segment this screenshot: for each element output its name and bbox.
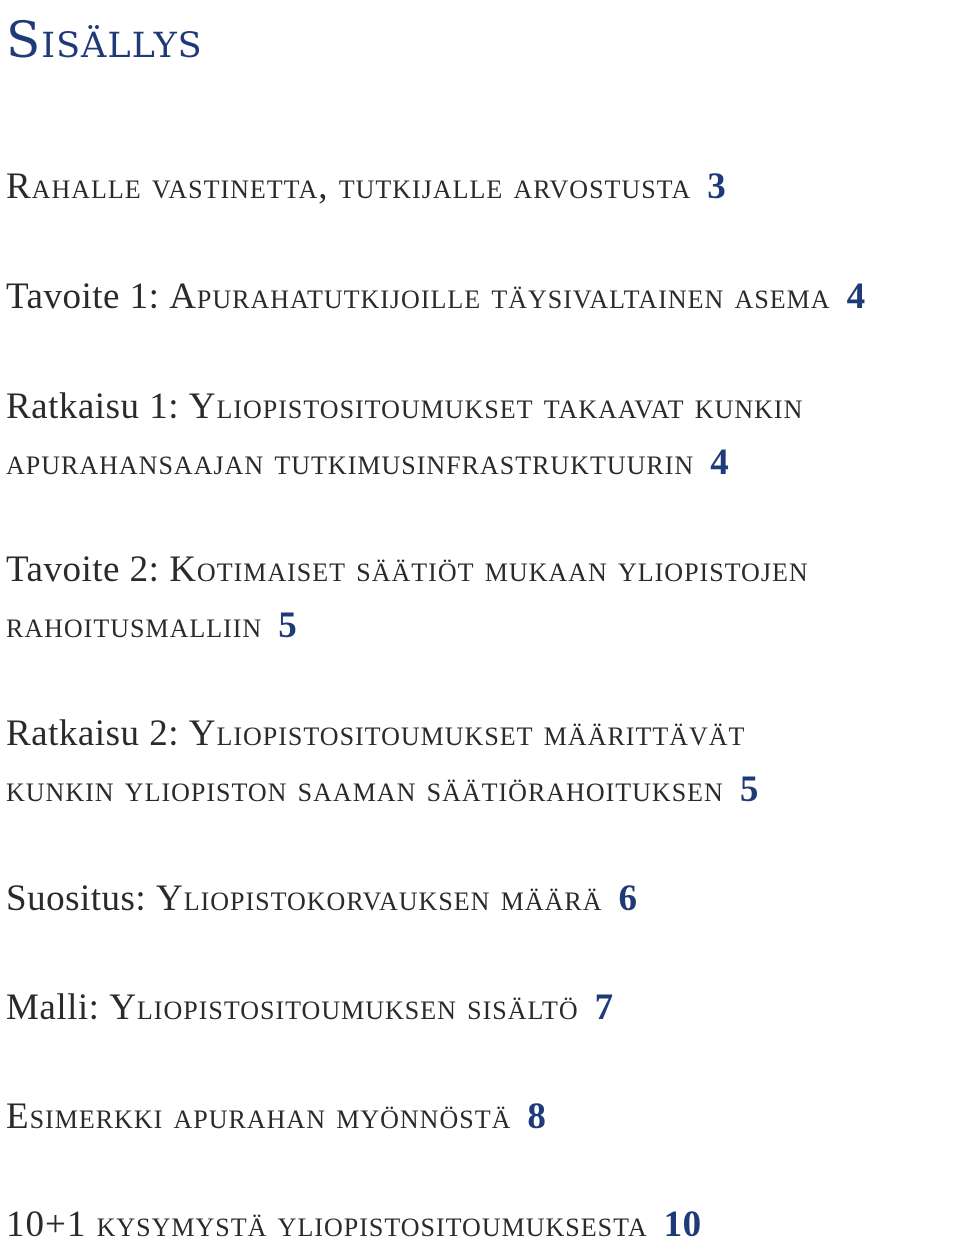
toc-entry-heading-line2: rahoitusmalliin xyxy=(6,605,263,646)
toc-entry-heading: Yliopistositoumukset takaavat kunkin xyxy=(188,386,804,427)
toc-entry-heading: Esimerkki apurahan myönnöstä xyxy=(6,1096,512,1137)
toc-entry[interactable] xyxy=(6,707,745,761)
toc-page-number[interactable]: 5 xyxy=(278,605,298,646)
toc-entry[interactable] xyxy=(6,543,809,597)
toc-entry[interactable] xyxy=(6,981,614,1035)
toc-entry[interactable] xyxy=(6,270,866,324)
toc-entry-heading: 10+1 kysymystä yliopistositoumuksesta xyxy=(6,1204,648,1245)
toc-entry[interactable] xyxy=(6,1090,546,1144)
toc-entry-heading: Kotimaiset säätiöt mukaan yliopistojen xyxy=(169,549,809,590)
toc-entry-prefix: Malli: xyxy=(6,987,110,1028)
toc-page-number[interactable]: 3 xyxy=(707,166,727,207)
toc-page-number[interactable]: 6 xyxy=(618,878,638,919)
toc-page-number[interactable]: 10 xyxy=(663,1204,702,1245)
toc-page-number[interactable]: 4 xyxy=(710,442,730,483)
toc-entry-heading: Yliopistositoumukset määrittävät xyxy=(188,713,746,754)
toc-page-number[interactable]: 7 xyxy=(594,987,614,1028)
toc-entry-prefix: Ratkaisu 1: xyxy=(6,386,189,427)
toc-entry-prefix: Tavoite 2: xyxy=(6,549,170,590)
toc-entry-continuation[interactable] xyxy=(6,599,297,653)
toc-entry-heading: Apurahatutkijoille täysivaltainen asema xyxy=(169,276,831,317)
toc-entry-heading: Yliopistokorvauksen määrä xyxy=(155,878,603,919)
toc-entry[interactable] xyxy=(6,1198,702,1252)
toc-page-number[interactable]: 5 xyxy=(739,769,759,810)
toc-entry-heading: Rahalle vastinetta, tutkijalle arvostusta xyxy=(6,166,692,207)
toc-entry-heading-line2: kunkin yliopiston saaman säätiörahoituksen xyxy=(6,769,724,810)
toc-page-number[interactable]: 4 xyxy=(846,276,866,317)
toc-entry-continuation[interactable] xyxy=(6,763,759,817)
toc-entry-prefix: Suositus: xyxy=(6,878,156,919)
page-title: Sisällys xyxy=(6,11,203,69)
toc-entry-heading-line2: apurahansaajan tutkimusinfrastruktuurin xyxy=(6,442,695,483)
toc-entry[interactable] xyxy=(6,160,726,214)
toc-page-number[interactable]: 8 xyxy=(527,1096,547,1137)
toc-entry-heading: Yliopistositoumuksen sisältö xyxy=(109,987,579,1028)
toc-entry-prefix: Tavoite 1: xyxy=(6,276,170,317)
toc-entry[interactable] xyxy=(6,380,803,434)
toc-entry-prefix: Ratkaisu 2: xyxy=(6,713,189,754)
toc-entry[interactable] xyxy=(6,872,638,926)
toc-entry-continuation[interactable] xyxy=(6,436,729,490)
